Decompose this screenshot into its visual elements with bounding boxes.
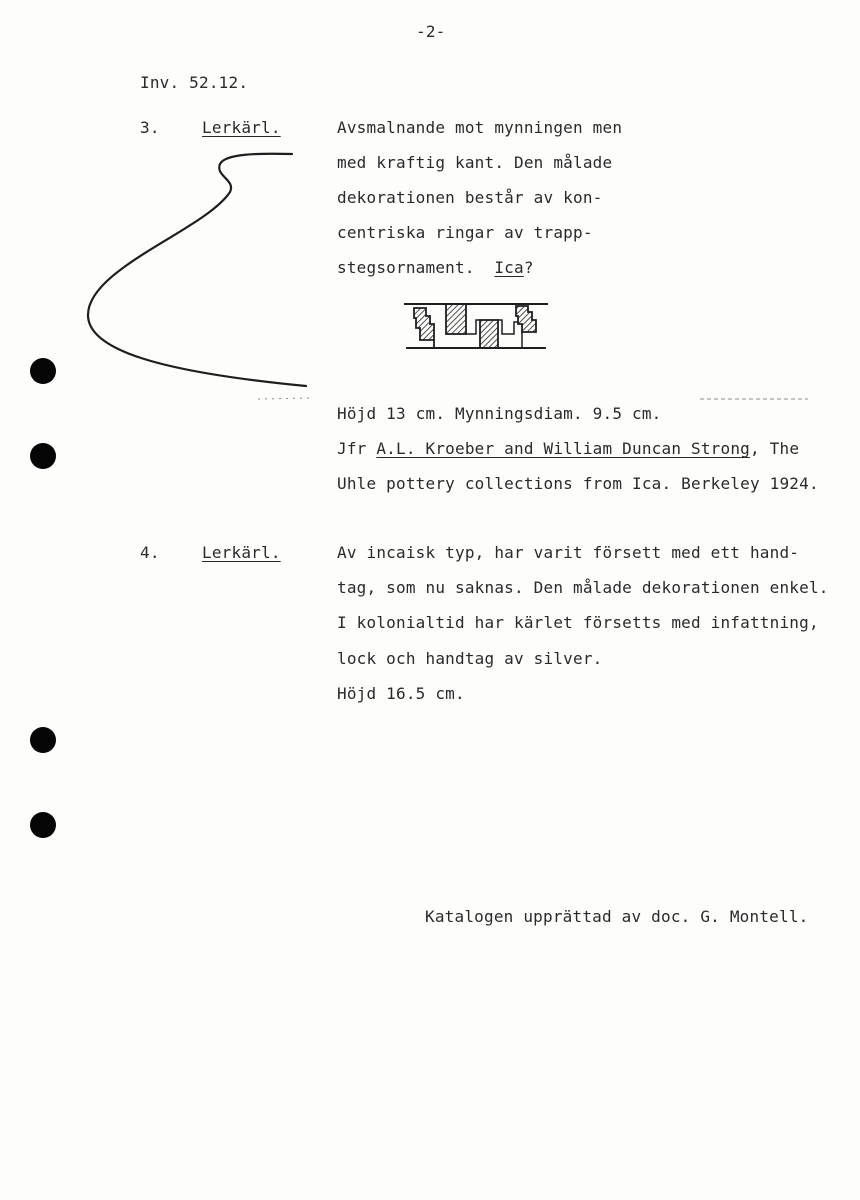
entry-number: 3.: [140, 118, 160, 137]
entry-number: 4.: [140, 543, 160, 562]
description-line: dekorationen består av kon-: [337, 188, 603, 207]
step-ornament-drawing: [402, 298, 552, 358]
entry-title: Lerkärl.: [202, 118, 281, 137]
description-line: lock och handtag av silver.: [337, 649, 603, 668]
attribution-suffix: ?: [523, 258, 534, 277]
reference-authors: A.L. Kroeber and William Duncan Strong: [376, 439, 750, 458]
page-number: -2-: [416, 22, 446, 41]
description-text: stegsornament.: [337, 258, 475, 277]
reference-prefix: Jfr: [337, 439, 377, 458]
measurements: Höjd 16.5 cm.: [337, 684, 465, 703]
description-line: I kolonialtid har kärlet försetts med infattning,: [337, 613, 819, 632]
attribution: Ica: [494, 258, 524, 277]
reference-line: [337, 439, 799, 459]
measurements: Höjd 13 cm. Mynningsdiam. 9.5 cm.: [337, 404, 662, 423]
inventory-number: Inv. 52.12.: [140, 73, 249, 92]
description-line: centriska ringar av trapp-: [337, 223, 593, 242]
catalog-signature: Katalogen upprättad av doc. G. Montell.: [425, 907, 809, 926]
reference-line: Uhle pottery collections from Ica. Berkeley 1924.: [337, 474, 819, 493]
entry-title: Lerkärl.: [202, 543, 281, 562]
description-line: Av incaisk typ, har varit försett med ett hand-: [337, 543, 800, 562]
description-line: med kraftig kant. Den målade: [337, 153, 613, 172]
description-line: Avsmalnande mot mynningen men: [337, 118, 623, 137]
description-line: tag, som nu saknas. Den målade dekorationen enkel.: [337, 578, 829, 597]
reference-suffix: , The: [750, 439, 800, 458]
